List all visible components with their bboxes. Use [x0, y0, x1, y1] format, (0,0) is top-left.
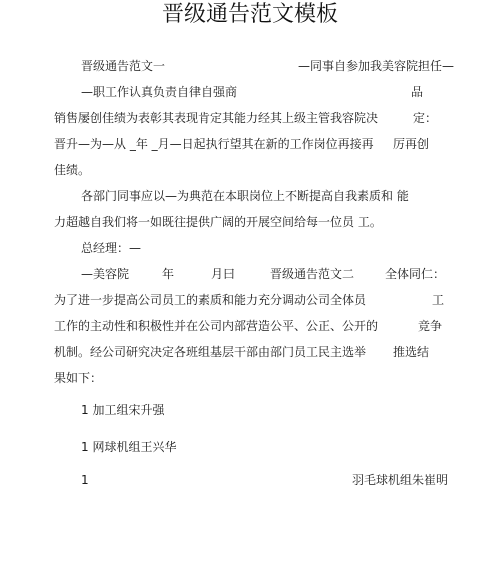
text-line: 总经理：— — [81, 241, 142, 255]
text-line: 品 — [411, 85, 424, 99]
text-line: 果如下： — [54, 371, 103, 385]
text-line: 为了进一步提高公司员工的素质和能力充分调动公司全体员 — [54, 293, 367, 307]
text-line: 全体同仁： — [385, 267, 446, 281]
text-line: 销售屡创佳绩为表彰其表现肯定其能力经其上级主管我容院决 — [54, 111, 379, 125]
text-line: 竞争 — [418, 319, 443, 333]
list-item: 羽毛球机组朱崔明 — [352, 473, 449, 487]
text-line: 年 — [162, 267, 175, 281]
list-item: 1 — [81, 473, 89, 487]
text-line: 月曰 — [211, 267, 236, 281]
text-line: 各部门同事应以—为典范在本职岗位上不断提高自我素质和 能 — [81, 189, 409, 203]
list-item: 1 网球机组王兴华 — [81, 440, 177, 454]
text-line: 定： — [413, 111, 438, 125]
text-line: 晋级通告范文一 — [81, 59, 166, 73]
list-item: 1 加工组宋升强 — [81, 403, 165, 417]
text-line: —同事自参加我美容院担任— — [298, 59, 455, 73]
text-line: 晋升—为—从 _年 _月—日起执行望其在新的工作岗位再接再 — [54, 137, 374, 151]
text-line: 力超越自我们将一如既往提供广阔的开展空间给每一位员 工。 — [54, 215, 382, 229]
text-line: 晋级通告范文二 — [270, 267, 355, 281]
text-line: 工作的主动性和积极性并在公司内部营造公平、公正、公开的 — [54, 319, 379, 333]
text-line: —美容院 — [81, 267, 130, 281]
text-line: 推选结 — [393, 345, 430, 359]
text-line: 厉再创 — [393, 137, 430, 151]
text-line: 佳绩。 — [54, 163, 91, 177]
text-line: 机制。经公司研究决定各班组基层干部由部门员工民主选举 — [54, 345, 367, 359]
document-title: 晋级通告范文模板 — [161, 2, 338, 27]
text-line: 工 — [432, 293, 445, 307]
text-line: —职工作认真负责自律自强商 — [81, 85, 238, 99]
